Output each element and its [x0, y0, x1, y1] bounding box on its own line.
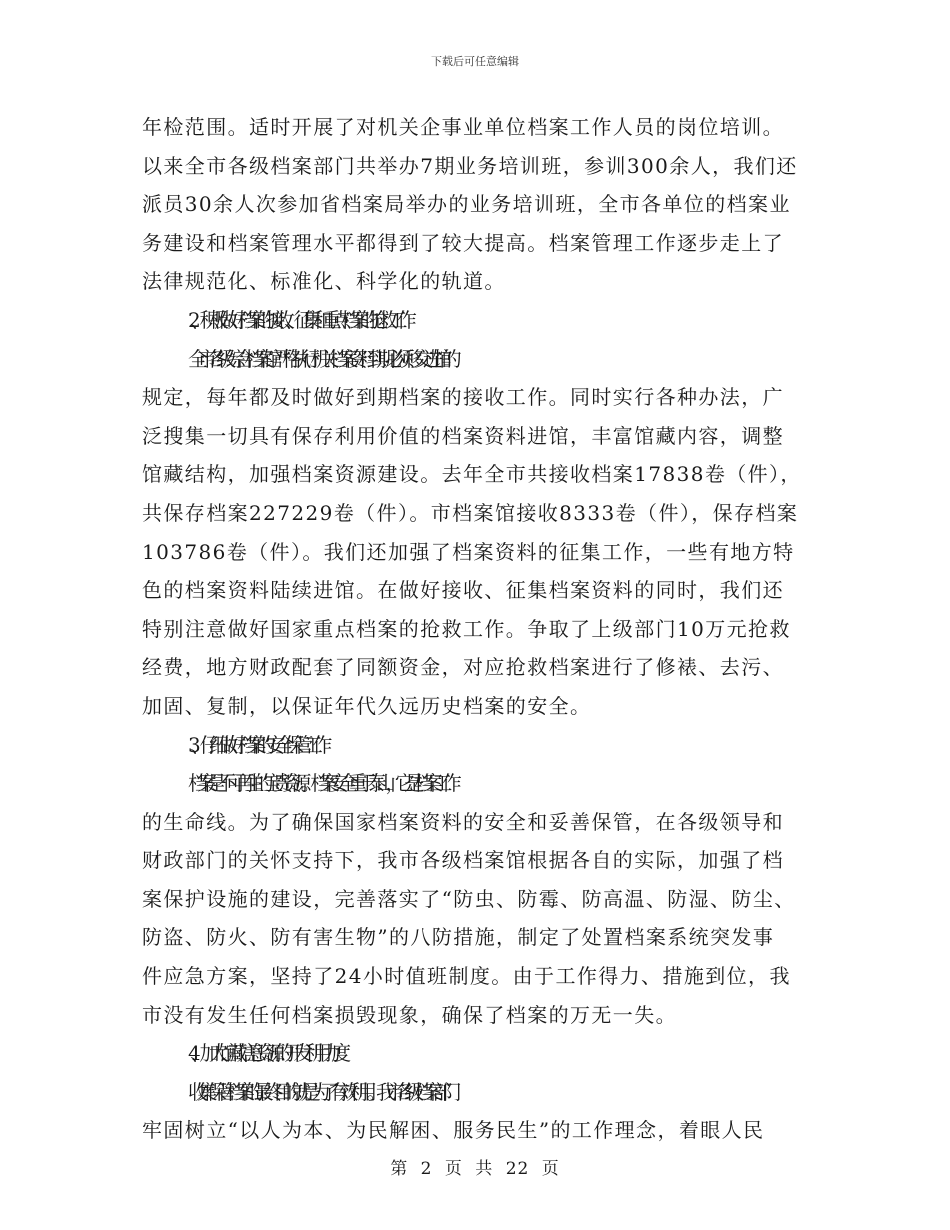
- page-header: 下载后可任意编辑: [431, 55, 519, 68]
- text-line: 年检范围。适时开展了对机关企事业单位档案工作人员的岗位培训。: [142, 115, 784, 139]
- text-line: 馆藏结构，加强档案资源建设。去年全市共接收档案17838卷（件），: [142, 462, 802, 487]
- text-line: 件应急方案，坚持了24小时值班制度。由于工作得力、措施到位，我: [142, 964, 791, 989]
- text-line: 务建设和档案管理水平都得到了较大提高。档案管理工作逐步走上了: [142, 230, 784, 255]
- text-line: 派员30余人次参加省档案局举办的业务培训班，全市各单位的档案业: [142, 192, 791, 217]
- text-line: 财政部门的关怀支持下，我市各级档案馆根据各自的实际，加强了档: [142, 848, 784, 873]
- text-line: 3、仔细做好档案的安全保管工作: [188, 732, 322, 757]
- text-line: 法律规范化、标准化、科学化的轨道。: [142, 269, 506, 294]
- text-line: 牢固树立“以人为本、为民解困、服务民生”的工作理念，着眼人民: [142, 1118, 765, 1143]
- text-line: 全市各级综合档案馆严格执行机关档案资料到期必须移交进馆的: [188, 346, 452, 371]
- text-line: 2、积极做好档案的接收、征集和重点档案的抢救工作: [188, 307, 407, 332]
- text-line: 经费，地方财政配套了同额资金，对应抢救档案进行了修裱、去污、: [142, 655, 784, 680]
- text-line: 特别注意做好国家重点档案的抢救工作。争取了上级部门10万元抢救: [142, 616, 791, 641]
- text-line: 泛搜集一切具有保存利用价值的档案资料进馆，丰富馆藏内容，调整: [142, 423, 784, 448]
- text-line: 4、加大馆藏信息资源的开发利用力度: [188, 1041, 341, 1066]
- text-line: 103786卷（件）。我们还加强了档案资料的征集工作，一些有地方特: [142, 539, 795, 564]
- document-body: [142, 108, 812, 1150]
- text-line: 市没有发生任何档案损毁现象，确保了档案的万无一失。: [142, 1002, 677, 1027]
- text-line: 共保存档案227229卷（件）。市档案馆接收8333卷（件），保存档案: [142, 500, 799, 525]
- text-line: 案保护设施的建设，完善落实了“防虫、防霉、防高温、防湿、防尘、: [142, 886, 796, 911]
- text-line: 加固、复制，以保证年代久远历史档案的安全。: [142, 693, 592, 718]
- text-line: 防盗、防火、防有害生物”的八防措施，制定了处置档案系统突发事: [142, 925, 775, 950]
- text-line: 档案是不可再生的宝贵资源。档案安全重于泰山，它是档案工作: [188, 771, 452, 796]
- text-line: 规定，每年都及时做好到期档案的接收工作。同时实行各种办法，广: [142, 385, 784, 410]
- text-line: 的生命线。为了确保国家档案资料的安全和妥善保管，在各级领导和: [142, 809, 784, 834]
- text-line: 收集保管档案的最终目的就是为了有效利用。我市各级档案部门: [188, 1079, 452, 1104]
- page-number-footer: 第 2 页 共 22 页: [390, 1159, 560, 1179]
- text-line: 以来全市各级档案部门共举办7期业务培训班，参训300余人，我们还: [142, 153, 798, 178]
- text-line: 色的档案资料陆续进馆。在做好接收、征集档案资料的同时，我们还: [142, 578, 784, 603]
